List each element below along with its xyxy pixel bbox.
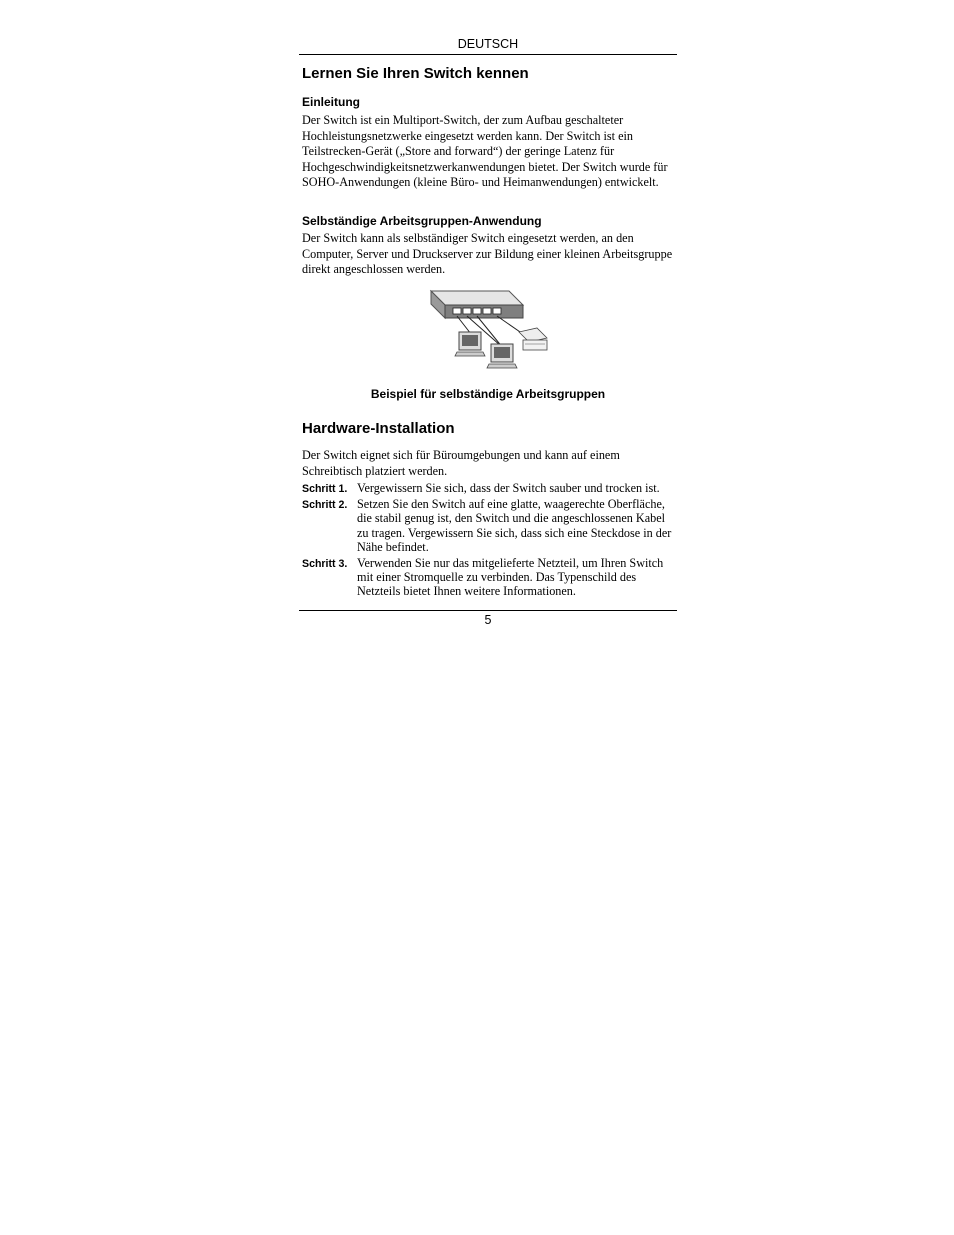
section-title-hardware-installation: Hardware-Installation [302, 420, 455, 437]
header-rule [299, 54, 677, 55]
step-text: Setzen Sie den Switch auf eine glatte, waagerechte Oberfläche, die stabil genug ist, den Switch und die angeschlossenen Kabel zu tragen. Vergewissern Sie sich, dass sich eine Steckdose in der Nähe befindet. [357, 497, 672, 555]
step-item [302, 497, 678, 555]
paragraph-introduction: Der Switch ist ein Multiport-Switch, der zum Aufbau geschalteter Hochleistungsnetzwerke eingesetzt werden kann. Der Switch ist ein Teilstrecken-Gerät („Store and forward“) der geringe Latenz für Hochgeschwindigkeitsnetzwerkanwendungen bietet. Der Switch wurde für SOHO-Anwendungen (kleine Büro- und Heimanwendungen) entwickelt. [302, 113, 668, 190]
step-label: Schritt 1. [302, 483, 348, 495]
section-title-getting-to-know: Lernen Sie Ihren Switch kennen [302, 65, 529, 82]
step-label: Schritt 2. [302, 499, 348, 511]
paragraph-hardware-intro: Der Switch eignet sich für Büroumgebungen und kann auf einem Schreibtisch platziert werden. [302, 448, 620, 478]
footer-rule [299, 610, 677, 611]
paragraph-standalone-workgroup: Der Switch kann als selbständiger Switch eingesetzt werden, an den Computer, Server und Druckserver zur Bildung einer kleinen Arbeitsgruppe direkt angeschlossen werden. [302, 231, 673, 277]
switch-diagram-icon [427, 286, 551, 372]
step-label: Schritt 3. [302, 557, 348, 570]
step-item [302, 556, 678, 599]
page-number: 5 [484, 613, 492, 627]
heading-introduction: Einleitung [302, 95, 360, 109]
network-switch-workgroup-illustration [427, 286, 551, 372]
language-header: DEUTSCH [457, 37, 519, 51]
installation-steps [302, 481, 678, 599]
heading-standalone-workgroup: Selbständige Arbeitsgruppen-Anwendung [302, 214, 542, 228]
figure-caption: Beispiel für selbständige Arbeitsgruppen [370, 387, 606, 401]
step-text: Verwenden Sie nur das mitgelieferte Netzteil, um Ihren Switch mit einer Stromquelle zu verbinden. Das Typenschild des Netzteils bietet Ihnen weitere Informationen. [357, 555, 664, 599]
step-text: Vergewissern Sie sich, dass der Switch sauber und trocken ist. [357, 481, 660, 495]
step-item [302, 481, 678, 496]
